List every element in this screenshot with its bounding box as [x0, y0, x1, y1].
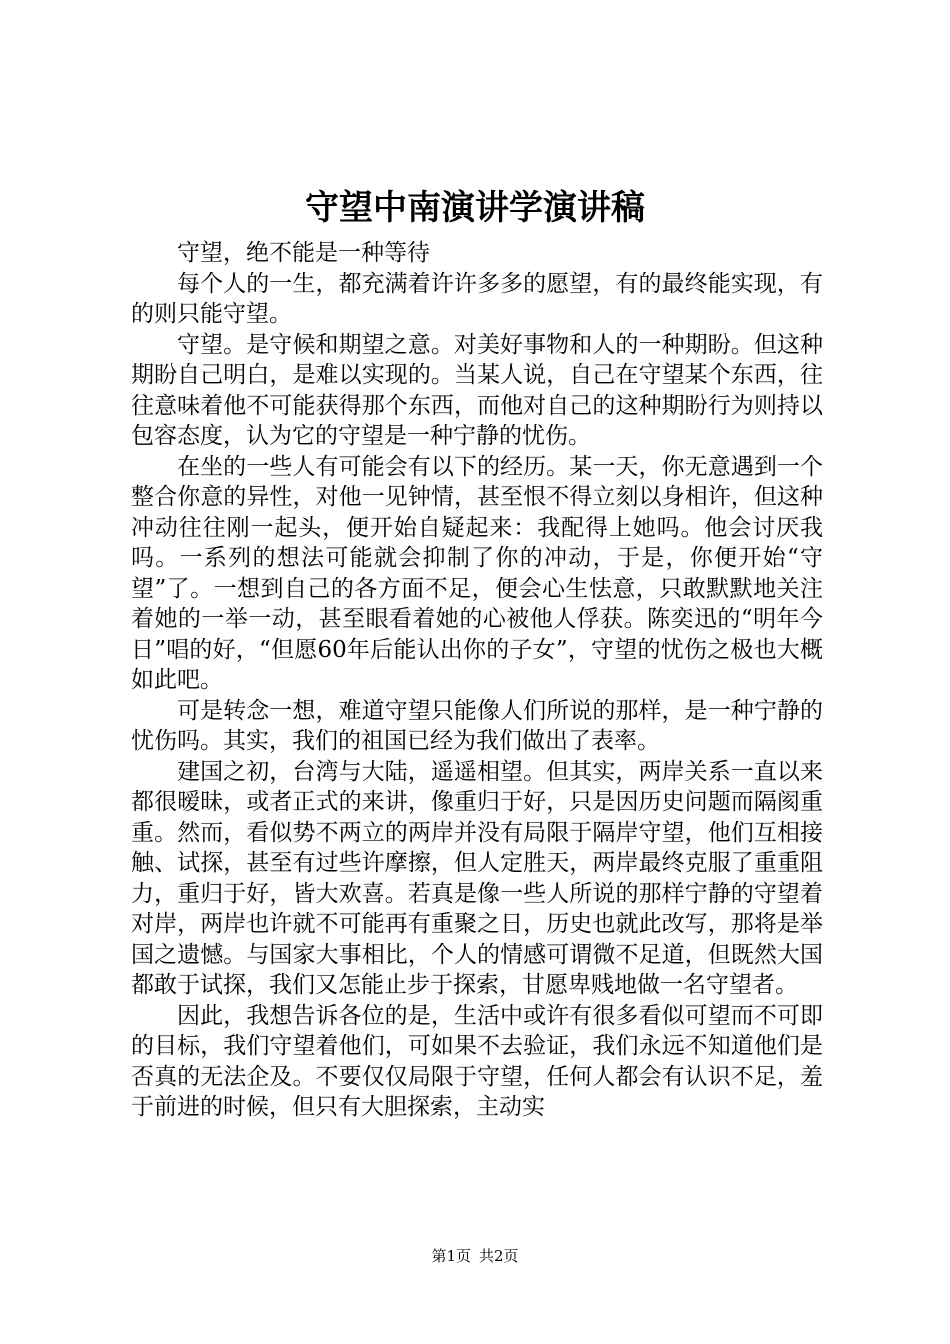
- paragraph: 守望。是守候和期望之意。对美好事物和人的一种期盼。但这种期盼自己明白，是难以实现的。当某人说，自己在守望某个东西，往往意味着他不可能获得那个东西，而他对自己的这种期盼行为则持以包容态度，认为它的守望是一种宁静的忧伤。: [131, 331, 823, 449]
- paragraph: 守望，绝不能是一种等待: [177, 240, 430, 266]
- paragraph: 因此，我想告诉各位的是，生活中或许有很多看似可望而不可即的目标，我们守望着他们，可如果不去验证，我们永远不知道他们是否真的无法企及。不要仅仅局限于守望，任何人都会有认识不足，羞于前进的时候，但只有大胆探索，主动实: [131, 1002, 823, 1120]
- page-number: 第1页: [431, 1247, 471, 1265]
- page-footer: [0, 1246, 950, 1266]
- page-count: 共2页: [479, 1247, 519, 1265]
- paragraph: 在坐的一些人有可能会有以下的经历。某一天，你无意遇到一个整合你意的异性，对他一见钟情，甚至恨不得立刻以身相许，但这种冲动往往刚一起头，便开始自疑起来：我配得上她吗。他会讨厌我吗。一系列的想法可能就会抑制了你的冲动，于是，你便开始“守望”了。一想到自己的各方面不足，便会心生怯意，只敢默默地关注着她的一举一动，甚至眼看着她的心被他人俘获。陈奕迅的“明年今日”唱的好，“但愿60年后能认出你的子女”，守望的忧伤之极也大概如此吧。: [131, 453, 823, 693]
- paragraph: 建国之初，台湾与大陆，遥遥相望。但其实，两岸关系一直以来都很暧昧，或者正式的来讲，像重归于好，只是因历史问题而隔阂重重。然而，看似势不两立的两岸并没有局限于隔岸守望，他们互相接触、试探，甚至有过些许摩擦，但人定胜天，两岸最终克服了重重阻力，重归于好，皆大欢喜。若真是像一些人所说的那样宁静的守望着对岸，两岸也许就不可能再有重聚之日，历史也就此改写，那将是举国之遗憾。与国家大事相比，个人的情感可谓微不足道，但既然大国都敢于试探，我们又怎能止步于探索，甘愿卑贱地做一名守望者。: [131, 758, 823, 998]
- paragraph: 每个人的一生，都充满着许许多多的愿望，有的最终能实现，有的则只能守望。: [131, 270, 823, 327]
- document-body: [131, 238, 823, 1123]
- page-title: 守望中南演讲学演讲稿: [305, 188, 645, 228]
- paragraph: 可是转念一想，难道守望只能像人们所说的那样，是一种宁静的忧伤吗。其实，我们的祖国已经为我们做出了表率。: [131, 697, 823, 754]
